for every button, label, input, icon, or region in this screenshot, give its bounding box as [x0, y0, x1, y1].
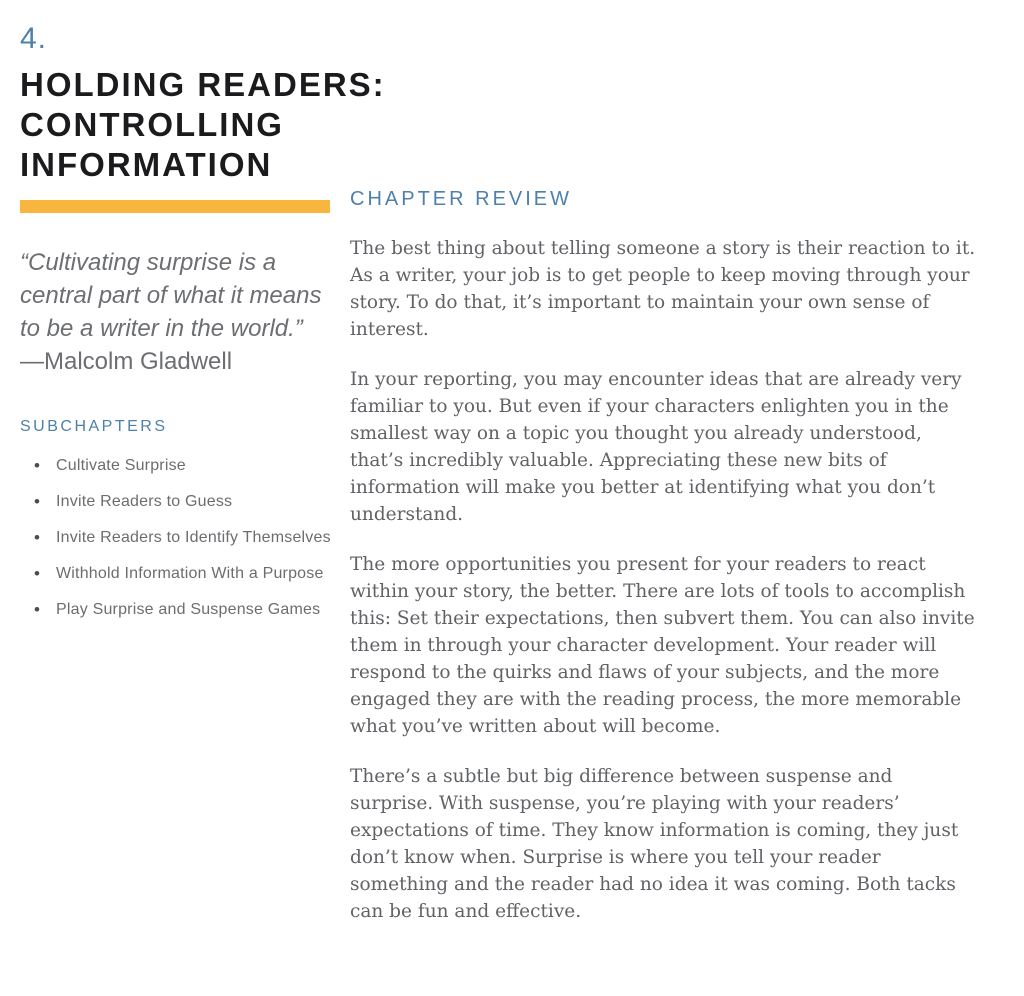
- right-column: [350, 22, 978, 996]
- accent-rule: [20, 200, 330, 213]
- pull-quote: [20, 246, 340, 378]
- chapter-title: [20, 65, 386, 185]
- subchapters-list: [20, 452, 332, 623]
- left-column: [20, 22, 386, 996]
- chapter-number: 4.: [20, 22, 48, 55]
- pull-quote-attribution: —Malcolm Gladwell: [20, 348, 233, 375]
- chapter-title-line: CONTROLLING: [20, 106, 284, 143]
- chapter-review-paragraph: There’s a subtle but big difference between suspense and surprise. With suspense, you’re playing with your readers’ expectations of time. They know information is coming, they just don’t know when. Surprise is where you tell your reader something and the reader had no idea it was coming. Both tacks can be fun and effective.: [350, 766, 959, 922]
- subchapters-heading: SUBCHAPTERS: [20, 418, 168, 435]
- pull-quote-text: “Cultivating surprise is a central part of what it means to be a writer in the world.”: [20, 249, 322, 342]
- subchapter-item: • Invite Readers to Guess: [20, 488, 332, 515]
- subchapter-item: • Withhold Information With a Purpose: [20, 560, 332, 587]
- subchapter-item: • Invite Readers to Identify Themselves: [20, 524, 332, 551]
- chapter-review-paragraph: The best thing about telling someone a story is their reaction to it. As a writer, your job is to get people to keep moving through your story. To do that, it’s important to maintain your own sense of interest.: [350, 238, 976, 340]
- chapter-review-body: [350, 235, 978, 925]
- chapter-title-line: INFORMATION: [20, 146, 273, 183]
- chapter-title-line: HOLDING READERS:: [20, 66, 386, 103]
- chapter-review-paragraph: In your reporting, you may encounter ideas that are already very familiar to you. But even if your characters enlighten you in the smallest way on a topic you thought you already understood, that’s incredibly valuable. Appreciating these new bits of information will make you better at identifying what you don’t understand.: [350, 369, 962, 525]
- subchapter-item: • Cultivate Surprise: [20, 452, 332, 479]
- chapter-review-heading: CHAPTER REVIEW: [350, 188, 573, 210]
- subchapter-item: • Play Surprise and Suspense Games: [20, 596, 332, 623]
- chapter-review-paragraph: The more opportunities you present for your readers to react within your story, the better. There are lots of tools to accomplish this: Set their expectations, then subvert them. You can also invite them in through your character development. Your reader will respond to the quirks and flaws of your subjects, and the more engaged they are with the reading process, the more memorable what you’ve written about will become.: [350, 554, 975, 737]
